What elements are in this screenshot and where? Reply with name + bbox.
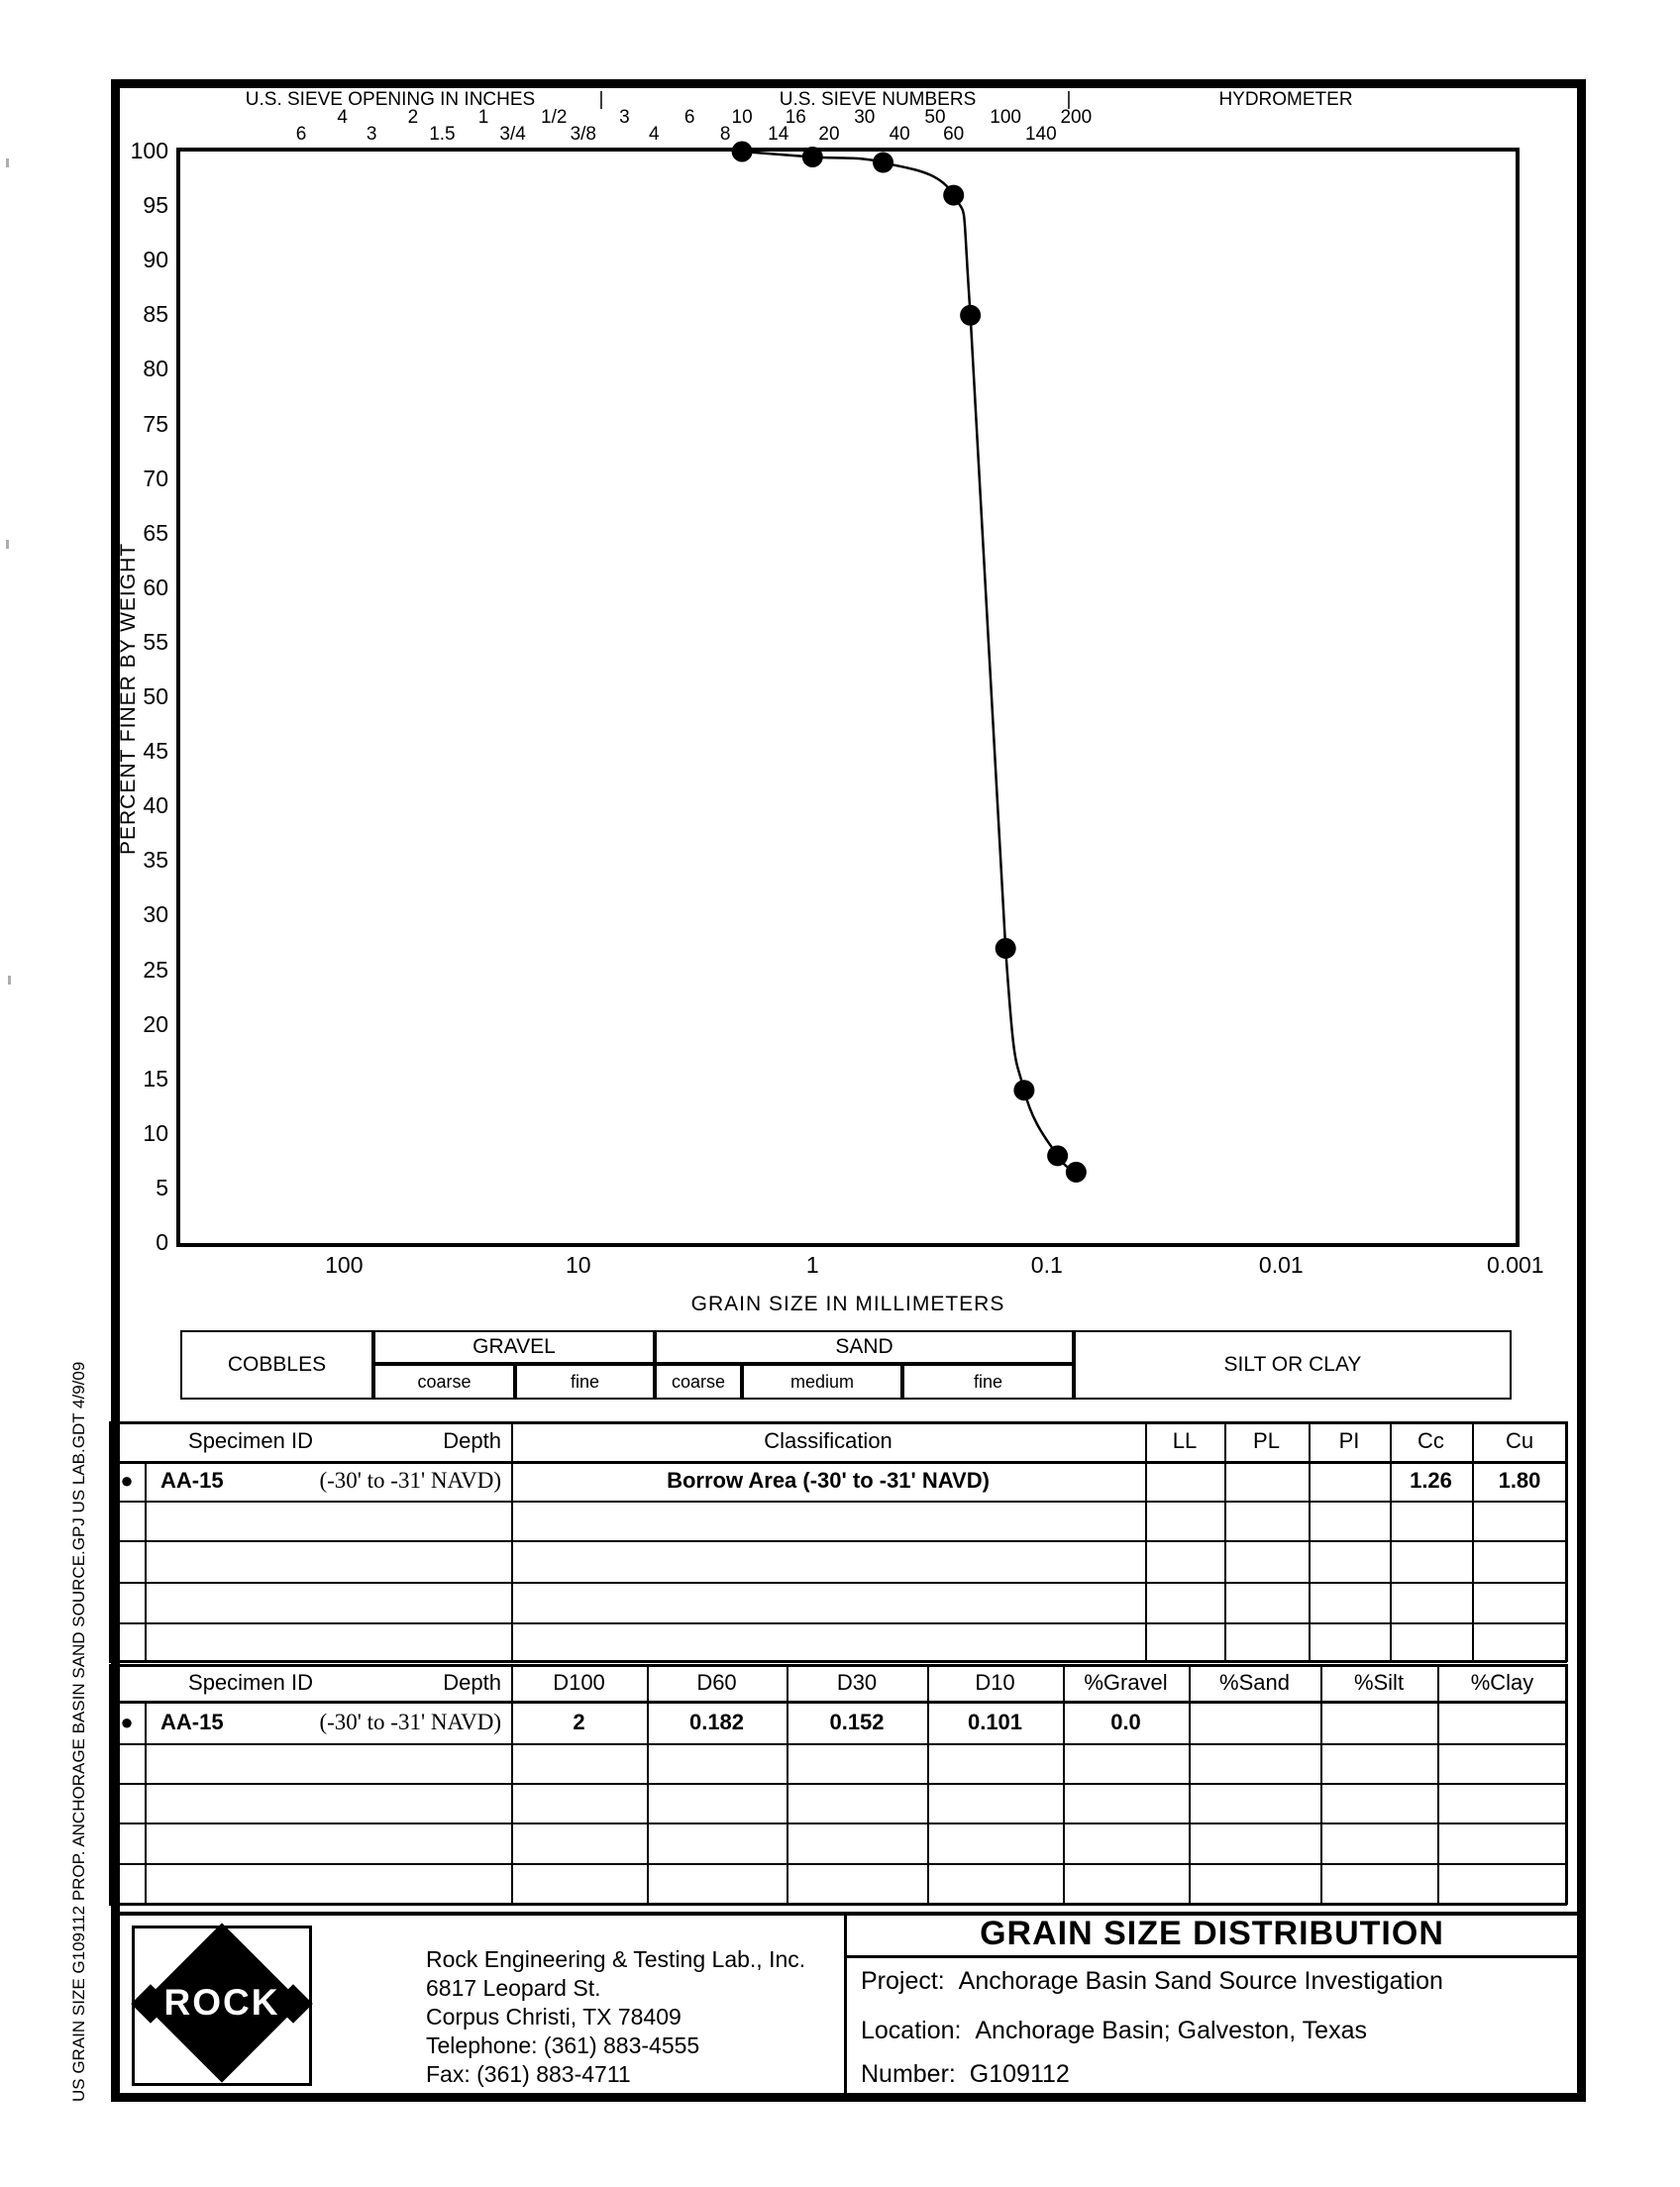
project-label: Project:	[861, 1967, 945, 1995]
table2-cell-specimen: AA-15	[160, 1709, 224, 1734]
y-tick-label: 95	[143, 192, 168, 219]
y-tick-label: 10	[143, 1119, 168, 1146]
class-cell-silt-or-clay: SILT OR CLAY	[1074, 1330, 1512, 1400]
number-value: G109112	[969, 2060, 1070, 2088]
x-tick-label: 1	[805, 1252, 819, 1278]
y-tick-label: 20	[143, 1010, 168, 1037]
axis-caption: U.S. SIEVE NUMBERS	[779, 89, 977, 110]
x-tick-label: 10	[566, 1252, 591, 1278]
gradation-curve-svg	[180, 152, 1516, 1243]
data-point-marker	[943, 185, 964, 206]
sieve-size-label: 3/8	[570, 124, 596, 145]
company-line: Rock Engineering & Testing Lab., Inc.	[426, 1946, 806, 1972]
table1-cell-marker: ●	[120, 1468, 134, 1493]
data-point-marker	[1013, 1080, 1034, 1100]
data-point-marker	[732, 142, 753, 162]
company-line: Corpus Christi, TX 78409	[426, 2004, 682, 2030]
scan-speck	[6, 158, 9, 167]
y-tick-label: 30	[143, 901, 168, 928]
sieve-size-label: 30	[854, 107, 876, 128]
y-tick-label: 60	[143, 573, 168, 600]
x-tick-label: 0.1	[1030, 1252, 1063, 1278]
table2-cell-d10: 0.101	[967, 1709, 1023, 1734]
number-label: Number:	[861, 2060, 956, 2088]
table1-hline	[109, 1540, 1567, 1542]
sieve-size-label: 4	[337, 107, 348, 128]
y-tick-label: 15	[143, 1065, 168, 1092]
table2-hline	[109, 1743, 1567, 1745]
sieve-size-label: 140	[1024, 124, 1057, 145]
y-tick-label: 55	[143, 628, 168, 655]
sieve-size-label: 1.5	[429, 124, 456, 145]
sieve-size-label: 10	[731, 107, 753, 128]
table2-header-depth: Depth	[443, 1669, 501, 1695]
table2-cell-d60: 0.182	[688, 1709, 745, 1734]
table2-header-sand: %Sand	[1219, 1669, 1290, 1695]
table1-header-pl: PL	[1253, 1428, 1280, 1453]
table2-cell-d100: 2	[573, 1709, 585, 1734]
y-tick-label: 65	[143, 519, 168, 546]
table2-header-gravel: %Gravel	[1084, 1669, 1168, 1695]
table1-header-pi: PI	[1338, 1428, 1360, 1453]
y-tick-label: 50	[143, 683, 168, 709]
table2-cell-marker: ●	[120, 1709, 134, 1734]
table2-header-silt: %Silt	[1353, 1669, 1405, 1695]
axis-caption: |	[1066, 89, 1072, 110]
sieve-size-label: 60	[943, 124, 965, 145]
company-line: Fax: (361) 883-4711	[426, 2061, 631, 2087]
data-point-marker	[1047, 1145, 1068, 1166]
axis-caption: HYDROMETER	[1218, 89, 1353, 110]
x-axis-title: GRAIN SIZE IN MILLIMETERS	[690, 1293, 1005, 1315]
table1-header-ll: LL	[1172, 1428, 1198, 1453]
sieve-size-label: 1	[477, 107, 489, 128]
location-value: Anchorage Basin; Galveston, Texas	[975, 2017, 1367, 2044]
project-line	[861, 1967, 1443, 1996]
sieve-size-label: 16	[785, 107, 806, 128]
data-point-marker	[960, 305, 981, 326]
table1-cell-ll	[1145, 1461, 1224, 1501]
table2-cell-clay	[1437, 1701, 1567, 1743]
company-address	[426, 1945, 805, 2089]
sieve-size-label: 6	[295, 124, 307, 145]
table2-hline	[109, 1863, 1567, 1865]
axis-caption: U.S. SIEVE OPENING IN INCHES	[245, 89, 536, 110]
project-value: Anchorage Basin Sand Source Investigation	[958, 1967, 1443, 1995]
table2-cell-silt	[1320, 1701, 1437, 1743]
table2-header-d30: D30	[836, 1669, 878, 1695]
class-cell-sand: SAND	[655, 1330, 1074, 1364]
table1-header-specimen: Specimen ID	[188, 1428, 313, 1453]
logo-text: ROCK	[163, 1981, 280, 2023]
sieve-size-label: 20	[818, 124, 840, 145]
class-cell-cobbles: COBBLES	[180, 1330, 373, 1400]
sieve-size-label: 6	[683, 107, 695, 128]
table1-hline	[109, 1622, 1567, 1624]
data-point-marker	[873, 153, 893, 173]
x-tick-label: 0.01	[1258, 1252, 1304, 1278]
table2-header-specimen: Specimen ID	[188, 1669, 313, 1695]
table1-cell-classification: Borrow Area (-30' to -31' NAVD)	[667, 1468, 990, 1493]
table1-header-cu: Cu	[1505, 1428, 1534, 1453]
table2-header-d100: D100	[553, 1669, 605, 1695]
table1-cell-pl	[1224, 1461, 1309, 1501]
y-tick-label: 0	[156, 1229, 168, 1255]
y-tick-label: 25	[143, 956, 168, 983]
class-cell-gravel-fine: fine	[515, 1364, 655, 1400]
y-axis-title: PERCENT FINER BY WEIGHT	[117, 542, 140, 855]
sieve-size-label: 100	[990, 107, 1021, 128]
table1-header-classification: Classification	[764, 1428, 892, 1453]
sieve-size-label: 14	[768, 124, 789, 145]
y-tick-label: 80	[143, 356, 168, 382]
table2-cell-sand	[1189, 1701, 1320, 1743]
sieve-size-label: 3	[366, 124, 377, 145]
scan-speck	[6, 540, 9, 549]
number-line	[861, 2060, 1070, 2089]
data-point-marker	[802, 147, 823, 167]
sieve-size-label: 4	[648, 124, 660, 145]
table1-cell-pi	[1309, 1461, 1390, 1501]
table1-cell-cu: 1.80	[1498, 1468, 1541, 1493]
x-tick-label: 0.001	[1487, 1252, 1544, 1278]
data-point-marker	[996, 938, 1016, 959]
y-tick-label: 90	[143, 247, 168, 273]
rock-logo	[132, 1926, 312, 2086]
y-tick-label: 70	[143, 465, 168, 491]
y-tick-label: 35	[143, 847, 168, 874]
sieve-size-label: 200	[1060, 107, 1093, 128]
table2-hline	[109, 1903, 1567, 1906]
sieve-size-label: 3	[619, 107, 630, 128]
report-title: GRAIN SIZE DISTRIBUTION	[847, 1912, 1577, 1958]
table1-hline	[109, 1660, 1567, 1663]
table2-header-d10: D10	[975, 1669, 1015, 1695]
sieve-size-label: 50	[924, 107, 946, 128]
table2-cell-gravel: 0.0	[1110, 1709, 1141, 1734]
table1-hline	[109, 1582, 1567, 1584]
sieve-size-label: 3/4	[499, 124, 526, 145]
sieve-size-label: 1/2	[541, 107, 568, 128]
table2-hline	[109, 1822, 1567, 1824]
table2-cell-d30: 0.152	[829, 1709, 885, 1734]
table2-header-d60: D60	[696, 1669, 737, 1695]
y-tick-label: 40	[143, 792, 168, 819]
table1-cell-cc: 1.26	[1410, 1468, 1452, 1493]
y-tick-label: 45	[143, 738, 168, 765]
table1-header-depth: Depth	[443, 1428, 501, 1453]
company-line: 6817 Leopard St.	[426, 1975, 601, 2001]
table2-cell-depth: (-30' to -31' NAVD)	[319, 1709, 501, 1734]
sidebar-filename-text: US GRAIN SIZE G109112 PROP. ANCHORAGE BASIN SAND SOURCE.GPJ US LAB.GDT 4/9/09	[69, 1361, 88, 2102]
table1-cell-depth: (-30' to -31' NAVD)	[319, 1468, 501, 1493]
scan-speck	[8, 976, 11, 985]
data-point-marker	[1066, 1162, 1087, 1183]
location-line	[861, 2017, 1367, 2045]
axis-caption: |	[598, 89, 604, 110]
table1-header-cc: Cc	[1418, 1428, 1444, 1453]
class-cell-sand-coarse: coarse	[655, 1364, 742, 1400]
table1-hline	[109, 1501, 1567, 1503]
title-block	[844, 1912, 1577, 2093]
table1-cell-specimen: AA-15	[160, 1468, 224, 1493]
table2-header-clay: %Clay	[1470, 1669, 1534, 1695]
class-cell-gravel: GRAVEL	[373, 1330, 655, 1364]
company-line: Telephone: (361) 883-4555	[426, 2032, 700, 2058]
x-tick-label: 100	[325, 1252, 364, 1278]
sieve-size-label: 8	[719, 124, 731, 145]
y-tick-label: 5	[156, 1174, 168, 1200]
class-cell-gravel-coarse: coarse	[373, 1364, 515, 1400]
sieve-size-label: 40	[889, 124, 910, 145]
y-tick-label: 100	[130, 138, 168, 163]
gradation-curve	[742, 152, 1076, 1172]
table2-hline	[109, 1783, 1567, 1785]
y-tick-label: 75	[143, 410, 168, 437]
y-tick-label: 85	[143, 301, 168, 328]
location-label: Location:	[861, 2017, 962, 2044]
class-cell-sand-fine: fine	[902, 1364, 1074, 1400]
sieve-size-label: 2	[407, 107, 419, 128]
class-cell-sand-medium: medium	[742, 1364, 902, 1400]
